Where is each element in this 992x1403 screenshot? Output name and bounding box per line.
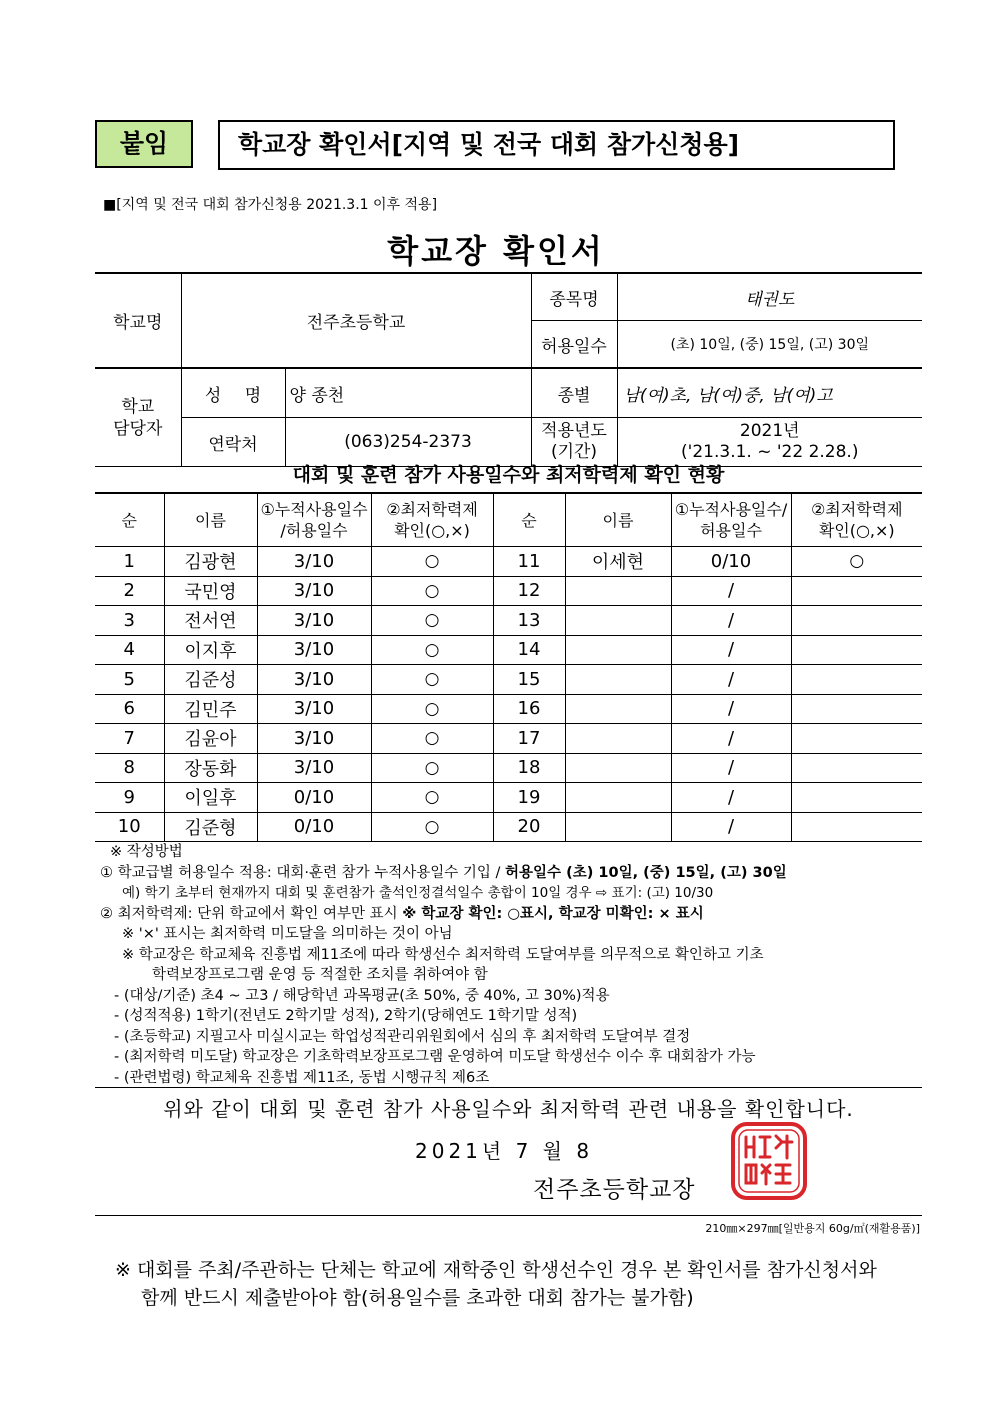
- contact-label: 연락처: [181, 418, 285, 467]
- student-name: 김민주: [164, 694, 257, 724]
- col-header-days: ①누적사용일수/ 허용일수: [671, 493, 791, 547]
- manager-name-value: 양 종천: [285, 368, 531, 418]
- issue-date: 2021년 7 월 8: [415, 1139, 594, 1163]
- student-name: 김광현: [164, 547, 257, 577]
- school-name-label: 학교명: [95, 273, 181, 368]
- instruction-line: - (초등학교) 지필고사 미실시교는 학업성적관리위원회에서 심의 후 최저학력 도달여부 결정: [114, 1028, 691, 1045]
- minimum-grade-check: [791, 724, 922, 754]
- student-name: [565, 694, 671, 724]
- minimum-grade-check: [791, 812, 922, 842]
- applicability-notice: ■[지역 및 전국 대회 참가신청용 2021.3.1 이후 적용]: [103, 197, 438, 213]
- row-number: 1: [95, 547, 164, 577]
- minimum-grade-check: ○: [371, 635, 493, 665]
- usage-days: 3/10: [257, 547, 371, 577]
- instruction-line: ② 최저학력제: 단위 학교에서 확인 여부만 표시 ※ 학교장 확인: ○표시, 학교장 미확인: × 표시: [100, 905, 704, 922]
- instruction-line: 예) 학기 초부터 현재까지 대회 및 훈련참가 출석인정결석일수 총합이 10일 경우 ⇨ 표기: (고) 10/30: [122, 885, 714, 901]
- instructions-heading: ※ 작성방법: [110, 844, 183, 860]
- row-number: 17: [493, 724, 565, 754]
- student-name: [565, 665, 671, 695]
- sport-label: 종목명: [531, 273, 617, 321]
- official-seal-stamp: [730, 1121, 808, 1201]
- student-name: [565, 635, 671, 665]
- usage-days: 3/10: [257, 724, 371, 754]
- minimum-grade-check: [791, 635, 922, 665]
- principal-signature: 전주초등학교장: [533, 1177, 696, 1203]
- category-value: 남(여)초, 남(여)중, 남(여)고: [617, 368, 922, 418]
- document-title: 학교장 확인서: [387, 232, 605, 270]
- minimum-grade-check: ○: [791, 547, 922, 577]
- instruction-line: 학력보장프로그램 운영 등 적절한 조치를 취하여야 함: [152, 967, 488, 983]
- row-number: 18: [493, 753, 565, 783]
- usage-days: /: [671, 635, 791, 665]
- minimum-grade-check: ○: [371, 576, 493, 606]
- usage-days: 3/10: [257, 576, 371, 606]
- student-name: 장동화: [164, 753, 257, 783]
- instructions: [100, 842, 930, 1088]
- sport-value: 태권도: [617, 273, 922, 321]
- col-header-name: 이름: [565, 493, 671, 547]
- allowed-days-value: (초) 10일, (중) 15일, (고) 30일: [617, 321, 922, 369]
- minimum-grade-check: ○: [371, 724, 493, 754]
- footer-line: ※ 대회를 주최/주관하는 단체는 학교에 재학중인 학생선수인 경우 본 확인서를 참가신청서와: [115, 1259, 877, 1281]
- minimum-grade-check: ○: [371, 606, 493, 636]
- student-name: [565, 783, 671, 813]
- row-number: 3: [95, 606, 164, 636]
- usage-days: 0/10: [671, 547, 791, 577]
- usage-days: /: [671, 783, 791, 813]
- row-number: 2: [95, 576, 164, 606]
- minimum-grade-check: [791, 694, 922, 724]
- col-header-name: 이름: [164, 493, 257, 547]
- usage-days: /: [671, 606, 791, 636]
- period-value: ('21.3.1. ~ '22 2.28.): [681, 442, 859, 462]
- divider: [95, 1087, 922, 1088]
- footer-notice: [115, 1256, 877, 1312]
- usage-days: /: [671, 665, 791, 695]
- table-row: [95, 753, 922, 783]
- table-row: [95, 606, 922, 636]
- school-name-value: 전주초등학교: [181, 273, 531, 368]
- table-row: [95, 635, 922, 665]
- row-number: 6: [95, 694, 164, 724]
- student-name: 김윤아: [164, 724, 257, 754]
- instruction-line: - (관련법령) 학교체육 진흥법 제11조, 동법 시행규칙 제6조: [114, 1069, 490, 1086]
- table-row: [95, 547, 922, 577]
- row-number: 5: [95, 665, 164, 695]
- student-name: 이세현: [565, 547, 671, 577]
- minimum-grade-check: [791, 753, 922, 783]
- minimum-grade-check: ○: [371, 812, 493, 842]
- minimum-grade-check: ○: [371, 753, 493, 783]
- instruction-line: - (최저학력 미도달) 학교장은 기초학력보장프로그램 운영하여 미도달 학생선수 이수 후 대회참가 가능: [114, 1049, 756, 1065]
- contact-value: (063)254-2373: [285, 418, 531, 467]
- usage-days: 3/10: [257, 694, 371, 724]
- year-value: 2021년: [739, 421, 800, 441]
- row-number: 10: [95, 812, 164, 842]
- student-name: [565, 812, 671, 842]
- table-row: [95, 812, 922, 842]
- student-name: [565, 606, 671, 636]
- minimum-grade-check: [791, 783, 922, 813]
- usage-days: 3/10: [257, 635, 371, 665]
- school-info-table: [95, 272, 922, 467]
- minimum-grade-check: ○: [371, 783, 493, 813]
- usage-days: 3/10: [257, 753, 371, 783]
- header-title: 학교장 확인서[지역 및 전국 대회 참가신청용]: [218, 120, 895, 170]
- instruction-line: ① 학교급별 허용일수 적용: 대회·훈련 참가 누적사용일수 기입 / 허용일수 (초) 10일, (중) 15일, (고) 30일: [100, 864, 787, 881]
- row-number: 15: [493, 665, 565, 695]
- usage-days: /: [671, 812, 791, 842]
- student-name: [565, 576, 671, 606]
- manager-name-label: 성 명: [181, 368, 285, 418]
- usage-days: /: [671, 724, 791, 754]
- col-header-days: ①누적사용일수 /허용일수: [257, 493, 371, 547]
- student-name: 김준형: [164, 812, 257, 842]
- usage-days: /: [671, 753, 791, 783]
- row-number: 7: [95, 724, 164, 754]
- row-number: 9: [95, 783, 164, 813]
- year-label: 적용년도 (기간): [531, 418, 617, 467]
- minimum-grade-check: ○: [371, 547, 493, 577]
- instruction-line: ※ 학교장은 학교체육 진흥법 제11조에 따라 학생선수 최저학력 도달여부를 의무적으로 확인하고 기초: [122, 946, 764, 963]
- confirmation-statement: 위와 같이 대회 및 훈련 참가 사용일수와 최저학력 관련 내용을 확인합니다.: [163, 1097, 854, 1121]
- paper-spec: 210㎜×297㎜[일반용지 60g/㎡(재활용품)]: [705, 1222, 920, 1235]
- instruction-line: ※ '×' 표시는 최저학력 미도달을 의미하는 것이 아님: [122, 926, 453, 942]
- table-row: [95, 783, 922, 813]
- minimum-grade-check: ○: [371, 665, 493, 695]
- category-label: 종별: [531, 368, 617, 418]
- table-row: [95, 576, 922, 606]
- col-header-check: ②최저학력제 확인(○,×): [371, 493, 493, 547]
- roster-table: [95, 492, 922, 842]
- row-number: 19: [493, 783, 565, 813]
- col-header-check: ②최저학력제 확인(○,×): [791, 493, 922, 547]
- divider: [95, 1215, 922, 1216]
- usage-days: 0/10: [257, 812, 371, 842]
- attachment-tag: 붙임: [95, 120, 193, 168]
- minimum-grade-check: ○: [371, 694, 493, 724]
- col-header-no: 순: [493, 493, 565, 547]
- minimum-grade-check: [791, 576, 922, 606]
- student-name: 김준성: [164, 665, 257, 695]
- row-number: 4: [95, 635, 164, 665]
- minimum-grade-check: [791, 665, 922, 695]
- student-name: 이일후: [164, 783, 257, 813]
- student-name: [565, 753, 671, 783]
- row-number: 8: [95, 753, 164, 783]
- row-number: 14: [493, 635, 565, 665]
- manager-label: 학교 담당자: [95, 368, 181, 467]
- row-number: 16: [493, 694, 565, 724]
- section-title: 대회 및 훈련 참가 사용일수와 최저학력제 확인 현황: [292, 464, 725, 486]
- instruction-line: - (대상/기준) 초4 ~ 고3 / 해당학년 과목평균(초 50%, 중 40%, 고 30%)적용: [114, 987, 610, 1004]
- minimum-grade-check: [791, 606, 922, 636]
- row-number: 11: [493, 547, 565, 577]
- table-row: [95, 694, 922, 724]
- table-row: [95, 724, 922, 754]
- row-number: 20: [493, 812, 565, 842]
- student-name: 이지후: [164, 635, 257, 665]
- usage-days: /: [671, 576, 791, 606]
- usage-days: /: [671, 694, 791, 724]
- usage-days: 0/10: [257, 783, 371, 813]
- allowed-days-label: 허용일수: [531, 321, 617, 369]
- col-header-no: 순: [95, 493, 164, 547]
- row-number: 12: [493, 576, 565, 606]
- row-number: 13: [493, 606, 565, 636]
- student-name: 전서연: [164, 606, 257, 636]
- student-name: [565, 724, 671, 754]
- student-name: 국민영: [164, 576, 257, 606]
- table-row: [95, 665, 922, 695]
- footer-line: 함께 반드시 제출받아야 함(허용일수를 초과한 대회 참가는 불가함): [141, 1287, 694, 1309]
- usage-days: 3/10: [257, 606, 371, 636]
- instruction-line: - (성적적용) 1학기(전년도 2학기말 성적), 2학기(당해연도 1학기말 성적): [114, 1008, 578, 1024]
- usage-days: 3/10: [257, 665, 371, 695]
